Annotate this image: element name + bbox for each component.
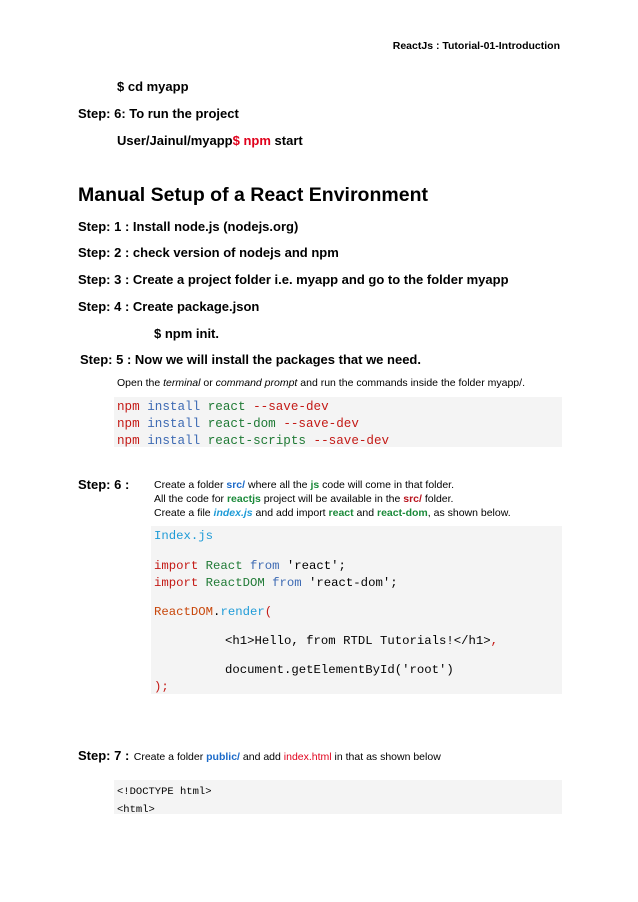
section-heading: Manual Setup of a React Environment	[78, 184, 428, 206]
step6-line1: Create a folder src/ where all the js code will come in that folder.	[154, 479, 455, 491]
code-line: npm install react --save-dev	[117, 400, 329, 414]
step4: Step: 4 : Create package.json	[78, 299, 260, 314]
start-command	[117, 133, 303, 148]
import-react-line: import React from 'react';	[154, 559, 346, 573]
step7: Step: 7 : Create a folder public/ and add index.html in that as shown below	[78, 748, 441, 763]
page-header: ReactJs : Tutorial-01-Introduction	[392, 40, 560, 52]
terminal-term: terminal	[163, 377, 201, 389]
step5: Step: 5 : Now we will install the packages that we need.	[80, 352, 421, 367]
code-line: npm install react-scripts --save-dev	[117, 434, 390, 448]
cd-command: $ cd myapp	[117, 79, 189, 94]
html-code	[117, 783, 212, 819]
step2: Step: 2 : check version of nodejs and npm	[78, 245, 339, 260]
step6-run-label: Step: 6: To run the project	[78, 106, 239, 121]
step7-label: Step: 7 :	[78, 748, 130, 763]
step3: Step: 3 : Create a project folder i.e. myapp and go to the folder myapp	[78, 272, 509, 287]
code-line: npm install react-dom --save-dev	[117, 417, 359, 431]
code-line: <html>	[117, 804, 155, 816]
getelement-line: document.getElementById('root')	[225, 663, 454, 677]
step6-description	[154, 478, 511, 520]
step1: Step: 1 : Install node.js (nodejs.org)	[78, 219, 299, 234]
step6-label: Step: 6 :	[78, 477, 130, 492]
step6-line2: All the code for reactjs project will be available in the src/ folder.	[154, 493, 454, 505]
render-close-line: );	[154, 680, 169, 694]
command-path: User/Jainul/myapp	[117, 133, 233, 148]
render-call-line: ReactDOM.render(	[154, 605, 273, 619]
index-js-filename: Index.js	[154, 529, 214, 543]
command-start: start	[274, 133, 303, 148]
code-line: <!DOCTYPE html>	[117, 786, 212, 798]
npm-init-command: $ npm init.	[154, 326, 219, 341]
command-npm: npm	[243, 133, 271, 148]
jsx-line: <h1>Hello, from RTDL Tutorials!</h1>,	[225, 634, 499, 648]
step6-line3: Create a file index.js and add import react and react-dom, as shown below.	[154, 507, 511, 519]
install-code	[117, 399, 389, 450]
import-reactdom-line: import ReactDOM from 'react-dom';	[154, 576, 398, 590]
command-prompt-term: command prompt	[215, 377, 298, 389]
command-dollar: $	[232, 133, 240, 148]
step5-description: Open the terminal or command prompt and run the commands inside the folder myapp/.	[117, 377, 525, 389]
